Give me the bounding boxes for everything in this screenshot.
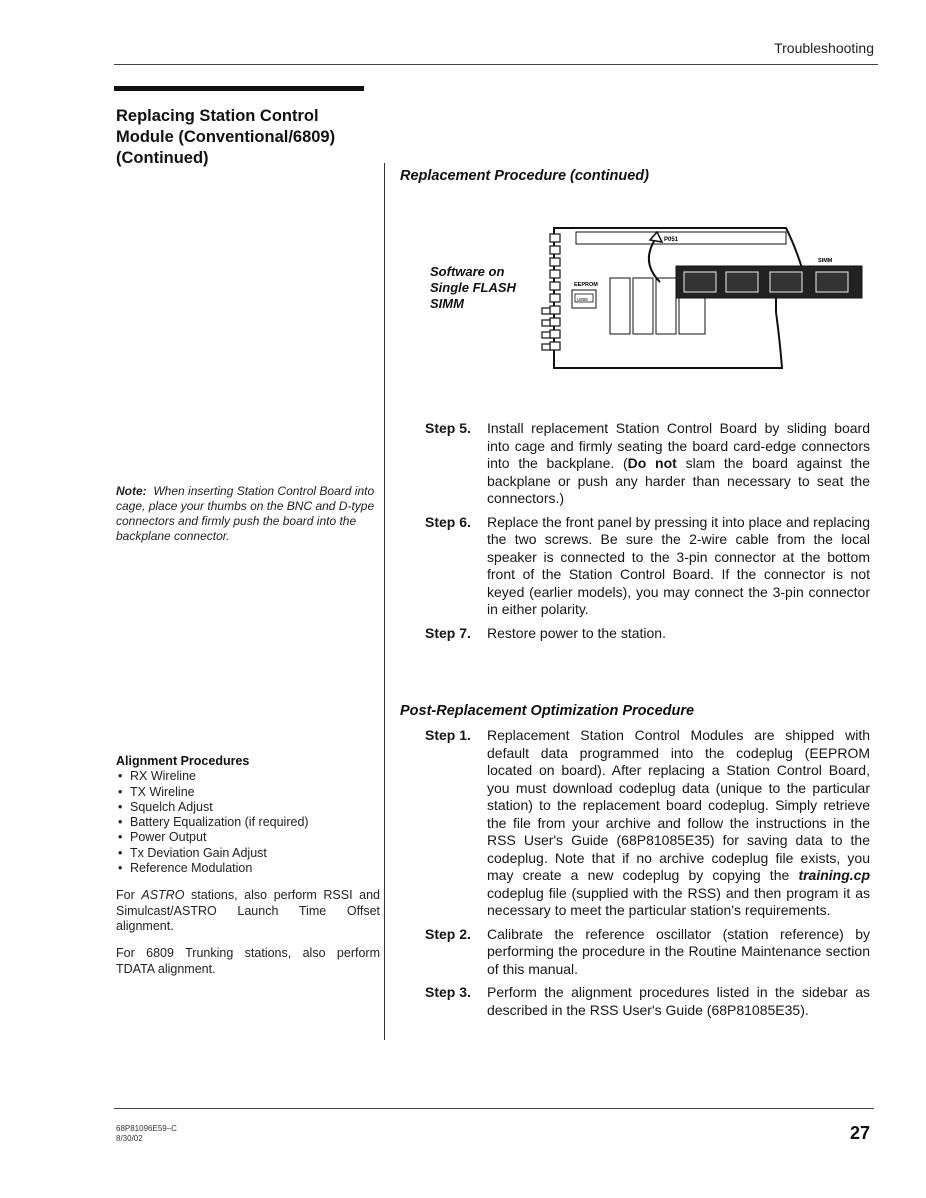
replacement-heading: Replacement Procedure (continued): [400, 168, 649, 184]
step-number: Step 2.: [425, 925, 471, 942]
step-item: [400, 514, 870, 619]
header-rule: [114, 64, 878, 65]
u-label: U808: [577, 297, 588, 302]
step-number: Step 3.: [425, 984, 471, 1000]
footer-rule: [114, 1108, 874, 1109]
note-text: When inserting Station Control Board into cage, place your thumbs on the BNC and D-type connectors and firmly push the board into the backplane connector.: [116, 484, 375, 543]
step-item: [400, 420, 870, 508]
step-number: Step 1.: [425, 727, 471, 743]
eeprom-label: EEPROM: [574, 282, 598, 288]
running-header: Troubleshooting: [774, 40, 874, 56]
list-item: • Battery Equalization (if required): [116, 815, 380, 830]
board-illustration: [536, 222, 866, 372]
alignment-list: [116, 769, 380, 876]
step-text: Replacement Station Control Modules are shipped with default data programmed into the codeplug (EEPROM located on board). After replacing a Station Control Board, you must download codeplug data (unique to the particular station) to the replacement board codeplug. Simply retrieve the file from your archive and follow the instructions in the RSS User's Guide (68P81085E35) for saving data to the codeplug. Note that if no archive codeplug file exists, you may create a new codeplug by copying the training.cp codeplug file (supplied with the RSS) and then program it as necessary to meet the particular station's requirements.: [487, 727, 870, 918]
alignment-title: Alignment Procedures: [116, 754, 250, 768]
list-item: • RX Wireline: [116, 769, 380, 784]
title-line: Module (Conventional/6809): [116, 128, 336, 146]
list-item: • Reference Modulation: [116, 861, 380, 876]
list-item: • TX Wireline: [116, 785, 380, 800]
page-title: [116, 106, 376, 169]
trunking-paragraph: For 6809 Trunking stations, also perform TDATA alignment.: [116, 946, 380, 976]
doc-date: 8/30/02: [116, 1134, 143, 1143]
step-item: [400, 727, 870, 920]
footer-doc-info: [116, 1124, 177, 1144]
step-item: [400, 625, 870, 643]
list-item: • Squelch Adjust: [116, 800, 380, 815]
section-rule: [114, 86, 364, 91]
doc-number: 68P81096E59–C: [116, 1124, 177, 1133]
step-text: Perform the alignment procedures listed in the sidebar as described in the RSS User's Guide (68P81085E35).: [487, 984, 870, 1018]
list-item: • Tx Deviation Gain Adjust: [116, 846, 380, 861]
figure-caption-line: Single FLASH: [430, 280, 516, 295]
figure-caption-line: SIMM: [430, 296, 464, 311]
note-label: Note:: [116, 484, 147, 498]
p051-label: P051: [664, 237, 679, 243]
step-item: [400, 926, 870, 979]
simm-label: SIMM: [818, 258, 833, 264]
figure-caption-line: Software on: [430, 264, 505, 279]
step-text: Calibrate the reference oscillator (station reference) by performing the procedure in the Routine Maintenance section of this manual.: [487, 925, 870, 977]
page-number: 27: [849, 1123, 870, 1143]
step-item: [400, 984, 870, 1019]
step-text: Restore power to the station.: [487, 624, 666, 641]
step-number: Step 5.: [425, 420, 471, 436]
post-replacement-heading: Post-Replacement Optimization Procedure: [400, 703, 695, 719]
step-number: Step 6.: [425, 513, 471, 530]
step-text: Install replacement Station Control Board by sliding board into cage and firmly seating the board card-edge connectors into the backplane. (Do not slam the board against the backplane or push any harder than necessary to seat the connectors.): [487, 420, 870, 506]
replacement-steps: [400, 420, 870, 648]
title-line: Replacing Station Control: [116, 107, 319, 125]
figure-caption: [430, 264, 516, 312]
column-divider: [384, 163, 385, 1040]
list-item: • Power Output: [116, 830, 380, 845]
title-line: (Continued): [116, 149, 209, 167]
step-text: Replace the front panel by pressing it into place and replacing the two screws. Be sure the 2-wire cable from the local speaker is connected to the 3-pin connector at the bottom front of the Station Control Board. If the connector is not keyed (earlier models), you may connect the 3-pin connector in either polarity.: [487, 513, 870, 617]
post-replacement-steps: [400, 727, 870, 1025]
alignment-sidebar: [116, 754, 380, 977]
astro-paragraph: For ASTRO stations, also perform RSSI and Simulcast/ASTRO Launch Time Offset alignment.: [116, 888, 380, 933]
sidebar-note: [116, 484, 380, 544]
step-number: Step 7.: [425, 624, 471, 641]
